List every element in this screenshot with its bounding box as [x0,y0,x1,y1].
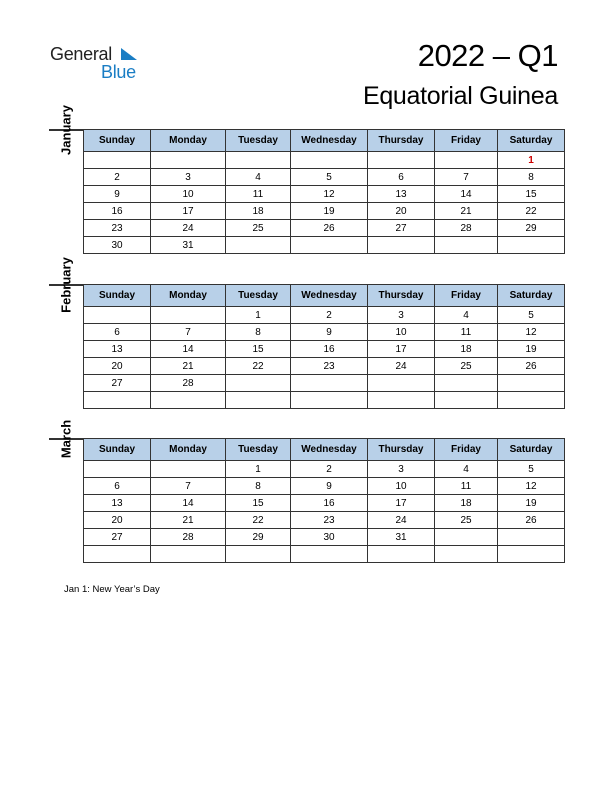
day-cell [226,392,291,409]
day-cell: 8 [498,169,565,186]
day-cell [84,152,151,169]
day-cell: 4 [435,461,498,478]
day-cell [226,375,291,392]
holiday-notes [64,584,160,595]
day-cell: 16 [84,203,151,220]
weekday-header: Tuesday [226,130,291,152]
day-cell: 22 [498,203,565,220]
day-cell: 5 [291,169,368,186]
day-cell: 7 [435,169,498,186]
day-cell: 11 [435,478,498,495]
day-cell: 31 [368,529,435,546]
day-cell: 23 [291,512,368,529]
day-cell: 21 [151,512,226,529]
day-cell: 25 [226,220,291,237]
day-cell: 29 [498,220,565,237]
logo-text-blue: Blue [101,62,136,82]
day-cell: 15 [226,341,291,358]
day-cell: 19 [498,341,565,358]
day-cell: 6 [84,478,151,495]
day-cell: 30 [84,237,151,254]
day-cell: 7 [151,478,226,495]
day-cell [151,307,226,324]
week-row [84,529,565,546]
day-cell: 5 [498,461,565,478]
day-cell: 5 [498,307,565,324]
day-cell: 16 [291,495,368,512]
day-cell: 18 [226,203,291,220]
weekday-header: Saturday [498,439,565,461]
weekday-header: Thursday [368,439,435,461]
week-row [84,203,565,220]
day-cell: 19 [291,203,368,220]
day-cell: 23 [291,358,368,375]
day-cell [498,375,565,392]
week-row [84,461,565,478]
day-cell: 13 [84,495,151,512]
day-cell: 28 [151,375,226,392]
day-cell [226,152,291,169]
day-cell [435,237,498,254]
weekday-header: Monday [151,439,226,461]
day-cell [291,375,368,392]
day-cell: 31 [151,237,226,254]
day-cell [291,152,368,169]
week-row [84,546,565,563]
day-cell: 24 [151,220,226,237]
day-cell: 25 [435,512,498,529]
weekday-header: Sunday [84,285,151,307]
calendar-table [83,438,565,563]
day-cell: 3 [151,169,226,186]
day-cell [226,546,291,563]
day-cell: 12 [498,324,565,341]
day-cell [435,152,498,169]
day-cell: 8 [226,478,291,495]
page-subtitle: Equatorial Guinea [362,82,558,110]
day-cell: 27 [368,220,435,237]
day-cell [368,375,435,392]
day-cell [435,392,498,409]
day-cell: 1 [226,307,291,324]
day-cell: 4 [435,307,498,324]
day-cell: 28 [151,529,226,546]
day-cell: 11 [226,186,291,203]
day-cell: 6 [84,324,151,341]
day-cell [291,546,368,563]
weekday-header: Wednesday [291,285,368,307]
week-row [84,495,565,512]
day-cell: 28 [435,220,498,237]
day-cell: 6 [368,169,435,186]
week-row [84,237,565,254]
day-cell: 15 [498,186,565,203]
day-cell [151,392,226,409]
day-cell: 13 [368,186,435,203]
day-cell: 8 [226,324,291,341]
weekday-header: Thursday [368,130,435,152]
day-cell: 2 [291,461,368,478]
day-cell: 10 [368,478,435,495]
day-cell: 4 [226,169,291,186]
month-label [49,257,83,313]
day-cell: 26 [498,358,565,375]
day-cell [435,529,498,546]
day-cell: 2 [84,169,151,186]
logo-triangle-icon [119,46,139,62]
day-cell: 27 [84,375,151,392]
day-cell: 22 [226,358,291,375]
day-cell [498,392,565,409]
week-row [84,152,565,169]
month-name: January [58,105,74,155]
day-cell [151,546,226,563]
day-cell: 21 [435,203,498,220]
month-label [49,419,83,459]
week-row [84,512,565,529]
day-cell: 9 [291,478,368,495]
day-cell [368,152,435,169]
day-cell [84,307,151,324]
weekday-header: Saturday [498,130,565,152]
day-cell: 9 [291,324,368,341]
weekday-header: Friday [435,439,498,461]
weekday-header-row [84,439,565,461]
day-cell: 26 [498,512,565,529]
weekday-header: Monday [151,130,226,152]
week-row [84,392,565,409]
day-cell: 15 [226,495,291,512]
day-cell: 22 [226,512,291,529]
page-title: 2022 – Q1 [417,38,558,73]
day-cell: 10 [151,186,226,203]
day-cell: 19 [498,495,565,512]
day-cell [151,152,226,169]
day-cell: 29 [226,529,291,546]
day-cell: 13 [84,341,151,358]
day-cell [498,237,565,254]
weekday-header: Tuesday [226,439,291,461]
day-cell: 9 [84,186,151,203]
weekday-header: Saturday [498,285,565,307]
weekday-header: Friday [435,285,498,307]
day-cell: 24 [368,358,435,375]
logo [50,44,150,84]
day-cell [435,375,498,392]
day-cell: 20 [84,512,151,529]
day-cell: 12 [291,186,368,203]
day-cell [368,392,435,409]
day-cell [84,546,151,563]
weekday-header: Wednesday [291,439,368,461]
day-cell [84,392,151,409]
weekday-header: Friday [435,130,498,152]
month-name: March [58,419,74,459]
weekday-header: Monday [151,285,226,307]
week-row [84,375,565,392]
day-cell [291,237,368,254]
day-cell [291,392,368,409]
day-cell [368,237,435,254]
month-name: February [58,257,74,313]
day-cell: 20 [84,358,151,375]
day-cell: 1 [226,461,291,478]
weekday-header: Thursday [368,285,435,307]
day-cell [151,461,226,478]
calendar-table [83,129,565,254]
day-cell [226,237,291,254]
week-row [84,324,565,341]
day-cell [368,546,435,563]
week-row [84,186,565,203]
day-cell: 3 [368,461,435,478]
day-cell: 26 [291,220,368,237]
day-cell: 30 [291,529,368,546]
day-cell: 10 [368,324,435,341]
day-cell: 17 [368,495,435,512]
day-cell: 23 [84,220,151,237]
day-cell [498,529,565,546]
day-cell: 2 [291,307,368,324]
day-cell: 12 [498,478,565,495]
calendar-table [83,284,565,409]
day-cell: 25 [435,358,498,375]
logo-text-general: General [50,44,112,64]
weekday-header-row [84,285,565,307]
day-cell: 3 [368,307,435,324]
week-row [84,478,565,495]
month-label [49,105,83,155]
day-cell: 11 [435,324,498,341]
week-row [84,358,565,375]
day-cell: 18 [435,495,498,512]
day-cell: 14 [435,186,498,203]
week-row [84,220,565,237]
day-cell: 24 [368,512,435,529]
week-row [84,169,565,186]
week-row [84,307,565,324]
day-cell: 14 [151,495,226,512]
day-cell: 7 [151,324,226,341]
weekday-header: Sunday [84,130,151,152]
weekday-header: Sunday [84,439,151,461]
day-cell [498,546,565,563]
week-row [84,341,565,358]
weekday-header: Tuesday [226,285,291,307]
day-cell [84,461,151,478]
day-cell: 27 [84,529,151,546]
day-cell [435,546,498,563]
day-cell: 21 [151,358,226,375]
day-cell: 16 [291,341,368,358]
weekday-header-row [84,130,565,152]
holiday-note: Jan 1: New Year’s Day [64,584,160,595]
day-cell: 1 [498,152,565,169]
weekday-header: Wednesday [291,130,368,152]
day-cell: 17 [151,203,226,220]
day-cell: 14 [151,341,226,358]
day-cell: 18 [435,341,498,358]
day-cell: 20 [368,203,435,220]
day-cell: 17 [368,341,435,358]
